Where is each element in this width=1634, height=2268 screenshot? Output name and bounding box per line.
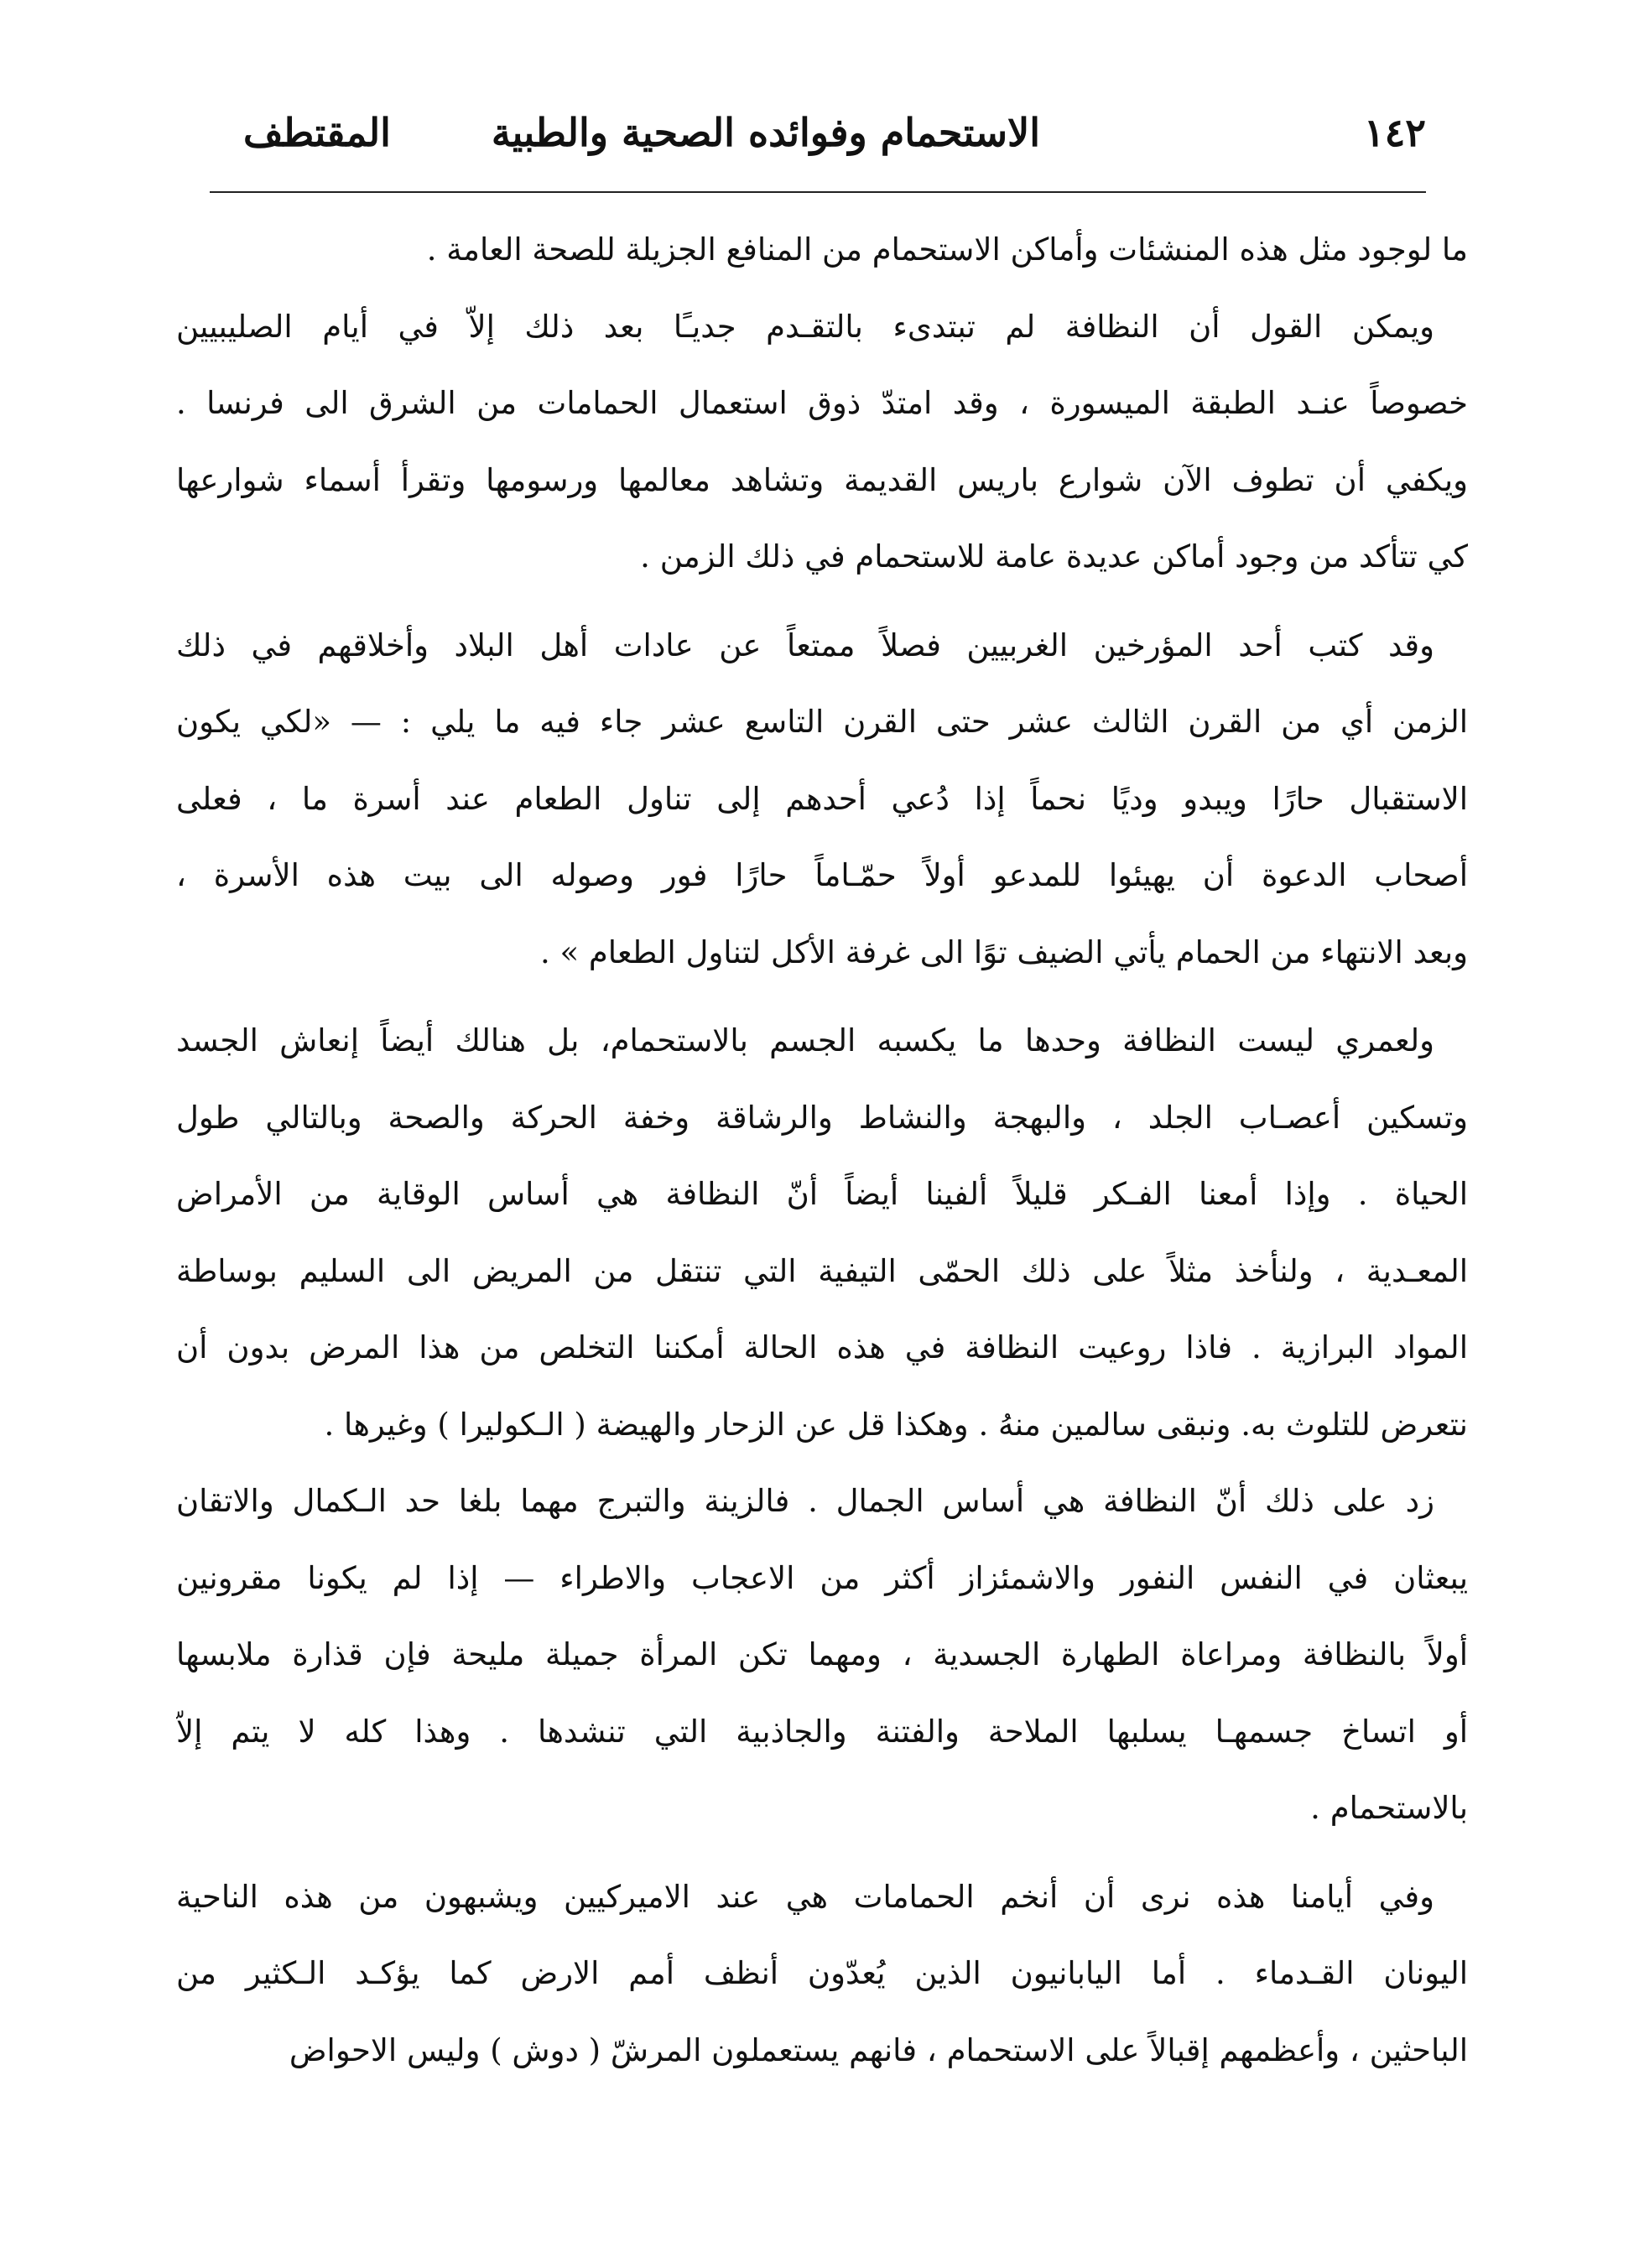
text-line: ولعمري ليست النظافة وحدها ما يكسبه الجسم بالاستحمام، بل هنالك أيضاً إنعاش الجسد (176, 1022, 1434, 1059)
paragraph (176, 211, 1468, 289)
page-header (210, 99, 1426, 166)
text-line: أولاً بالنظافة ومراعاة الطهارة الجسدية ، ومهما تكن المرأة جميلة مليحة فإن قذارة ملابسها (176, 1636, 1468, 1672)
article-body (176, 211, 1468, 2089)
text-line: زد على ذلك أنّ النظافة هي أساس الجمال . فالزينة والتبرج مهما بلغا حد الـكمال والاتقان (176, 1483, 1434, 1519)
text-line: وتسكين أعصـاب الجلد ، والبهجة والنشاط والرشاقة وخفة الحركة والصحة وبالتالي طول (176, 1099, 1468, 1136)
text-line: بالاستحمام . (1310, 1790, 1468, 1826)
paragraph (176, 1002, 1468, 1463)
paragraph (176, 1859, 1468, 2089)
text-line: ويمكن القول أن النظافة لم تبتدىء بالتقـدم جديـًا بعد ذلك إلاّ في أيام الصليبيين (176, 308, 1434, 345)
text-line: الاستقبال حارًا ويبدو وديًا نحماً إذا دُعي أحدهم إلى تناول الطعام عند أسرة ما ، فعلى (176, 780, 1468, 817)
text-line: ويكفي أن تطوف الآن شوارع باريس القديمة وتشاهد معالمها ورسومها وتقرأ أسماء شوارعها (176, 461, 1468, 498)
paragraph (176, 607, 1468, 991)
text-line: الحياة . وإذا أمعنا الفـكر قليلاً ألفينا أيضاً أنّ النظافة هي أساس الوقاية من الأمراض (176, 1176, 1468, 1212)
running-title: الاستحمام وفوائده الصحية والطبية (491, 110, 1040, 155)
text-line: خصوصاً عنـد الطبقة الميسورة ، وقد امتدّ ذوق استعمال الحمامات من الشرق الى فرنسا . (176, 385, 1468, 421)
text-line: الزمن أي من القرن الثالث عشر حتى القرن التاسع عشر جاء فيه ما يلي : — «لكي يكون (176, 704, 1468, 740)
text-line: اليونان القـدماء . أما اليابانيون الذين يُعدّون أنظف أمم الارض كما يؤكـد الـكثير من (176, 1955, 1468, 1991)
text-line: يبعثان في النفس النفور والاشمئزاز أكثر من الاعجاب والاطراء — إذا لم يكونا مقرونين (176, 1559, 1468, 1596)
page-number: ١٤٢ (1363, 110, 1426, 155)
text-line: المعـدية ، ولنأخذ مثلاً على ذلك الحمّى التيفية التي تنتقل من المريض الى السليم بوساطة (176, 1252, 1468, 1289)
paragraph-gap (176, 1847, 1468, 1859)
paragraph (176, 289, 1468, 596)
text-line: أو اتساخ جسمهـا يسلبها الملاحة والفتنة والجاذبية التي تنشدها . وهذا كله لا يتم إلاّ (176, 1713, 1468, 1750)
journal-name: المقتطف (243, 110, 391, 155)
text-line: نتعرض للتلوث به. ونبقى سالمين منهُ . وهكذا قل عن الزحار والهيضة ( الـكوليرا ) وغيرها . (324, 1406, 1468, 1443)
paragraph-gap (176, 596, 1468, 607)
text-line: الباحثين ، وأعظمهم إقبالاً على الاستحمام ، فانهم يستعملون المرشّ ( دوش ) وليس الاحواض (289, 2031, 1468, 2068)
text-line: أصحاب الدعوة أن يهيئوا للمدعو أولاً حمّـاماً حارًا فور وصوله الى بيت هذه الأسرة ، (176, 857, 1468, 893)
text-line: المواد البرازية . فاذا روعيت النظافة في هذه الحالة أمكننا التخلص من هذا المرض بدون أن (176, 1329, 1468, 1365)
text-line: كي تتأكد من وجود أماكن عديدة عامة للاستحمام في ذلك الزمن . (640, 538, 1468, 575)
text-line: وقد كتب أحد المؤرخين الغربيين فصلاً ممتعاً عن عادات أهل البلاد وأخلاقهم في ذلك (176, 627, 1434, 663)
paragraph (176, 1463, 1468, 1847)
text-line: ما لوجود مثل هذه المنشئات وأماكن الاستحمام من المنافع الجزيلة للصحة العامة . (426, 231, 1468, 268)
paragraph-gap (176, 991, 1468, 1002)
header-rule (210, 191, 1426, 193)
text-line: وبعد الانتهاء من الحمام يأتي الضيف توًا الى غرفة الأكل لتناول الطعام » . (539, 934, 1468, 970)
text-line: وفي أيامنا هذه نرى أن أنخم الحمامات هي عند الاميركيين ويشبهون من هذه الناحية (176, 1878, 1434, 1915)
